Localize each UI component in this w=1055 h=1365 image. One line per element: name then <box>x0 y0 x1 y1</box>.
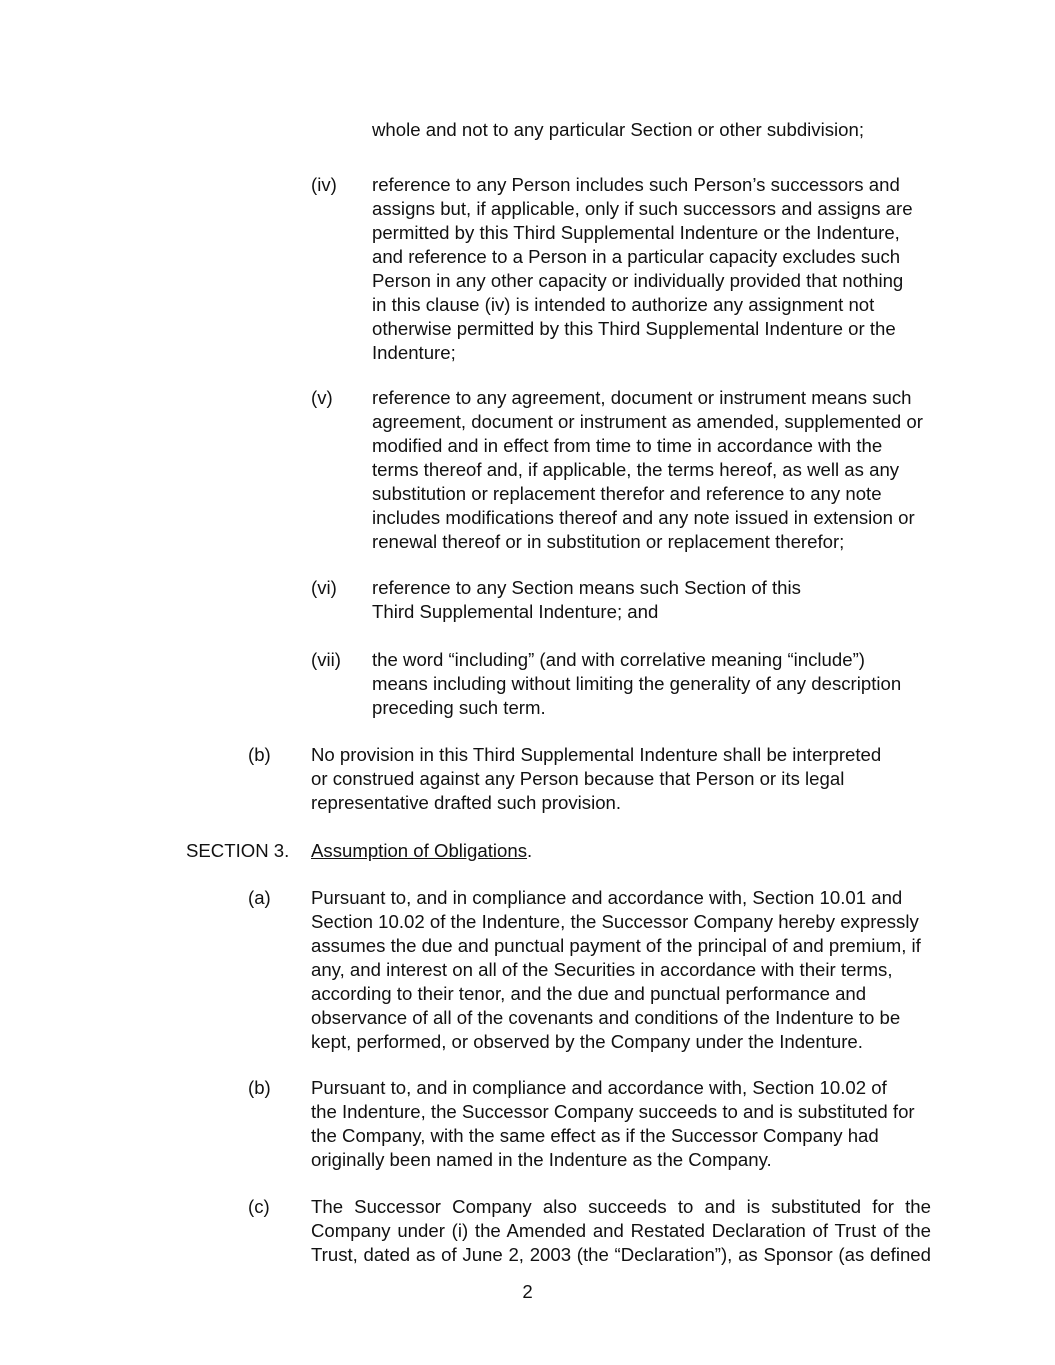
clause-vii-label: (vii) <box>311 649 341 670</box>
clause-vi-label: (vi) <box>311 577 337 598</box>
clause-iv-text: reference to any Person includes such Person’s successors and assigns but, if applicable, only if such successors and assigns are permitted by this Third Supplemental Indenture or the Indenture, and reference to a Person in a particular capacity excludes such Person in any other capacity or individually provided that nothing in this clause (iv) is intended to authorize any assignment not otherwise permitted by this Third Supplemental Indenture or the Indenture; <box>372 174 913 363</box>
section-3-title: Assumption of Obligations <box>311 840 528 861</box>
section-3b-label: (b) <box>248 1077 271 1098</box>
clause-iv-label: (iv) <box>311 174 337 195</box>
page-number: 2 <box>522 1281 533 1302</box>
continuation-text: whole and not to any particular Section or other subdivision; <box>372 119 864 140</box>
section-3c-text: The Successor Company also succeeds to and is substituted for the Company under (i) the Amended and Restated Declaration of Trust of the Trust, dated as of June 2, 2003 (the “Declaration”), as Sponsor (as defined <box>311 1196 931 1265</box>
section-3b-text: Pursuant to, and in compliance and accordance with, Section 10.02 of the Indenture, the Successor Company succeeds to and is substituted for the Company, with the same effect as if the Successor Company had originally been named in the Indenture as the Company. <box>311 1077 915 1170</box>
section-3a-label: (a) <box>248 887 271 908</box>
clause-v-label: (v) <box>311 387 333 408</box>
paragraph-b-label: (b) <box>248 744 271 765</box>
paragraph-b-text: No provision in this Third Supplemental Indenture shall be interpreted or construed against any Person because that Person or its legal representative drafted such provision. <box>311 744 882 813</box>
section-3-title-punct: . <box>527 840 533 861</box>
section-3a-text: Pursuant to, and in compliance and accordance with, Section 10.01 and Section 10.02 of the Indenture, the Successor Company hereby expressly assumes the due and punctual payment of the principal of and premium, if any, and interest on all of the Securities in accordance with their terms, according to their tenor, and the due and punctual performance and observance of all of the covenants and conditions of the Indenture to be kept, performed, or observed by the Company under the Indenture. <box>311 887 921 1052</box>
section-3-heading <box>311 839 532 863</box>
section-3c-label: (c) <box>248 1196 270 1217</box>
clause-v-text: reference to any agreement, document or instrument means such agreement, document or instrument as amended, supplemented or modified and in effect from time to time in accordance with the terms thereof and, if applicable, the terms hereof, as well as any substitution or replacement therefor and reference to any note includes modifications thereof and any note issued in extension or renewal thereof or in substitution or replacement therefor; <box>372 387 923 552</box>
section-3-number: SECTION 3. <box>186 840 290 861</box>
clause-vii-text: the word “including” (and with correlative meaning “include”) means including without limiting the generality of any description preceding such term. <box>372 649 902 718</box>
clause-vi-text: reference to any Section means such Section of this Third Supplemental Indenture; and <box>372 577 801 622</box>
